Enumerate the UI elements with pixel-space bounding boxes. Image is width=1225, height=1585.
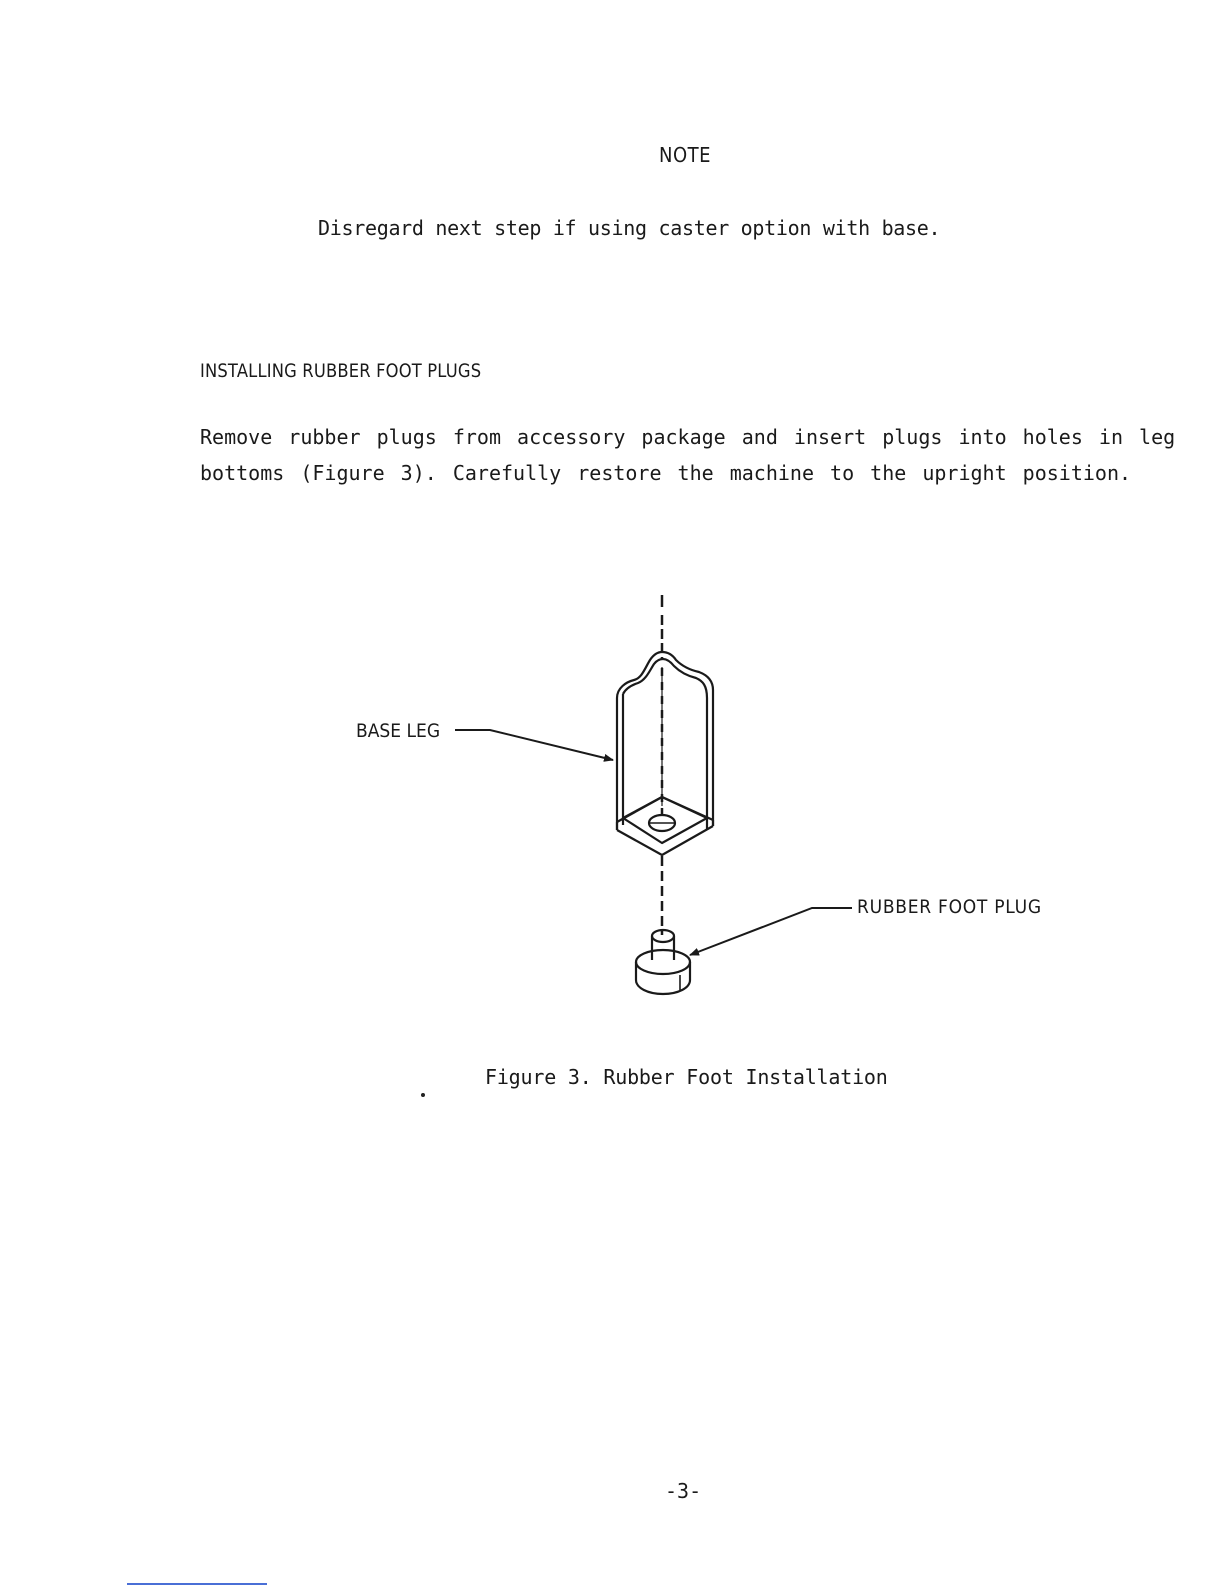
rubber-foot-plug-drawing — [636, 930, 690, 994]
stray-dot — [421, 1093, 425, 1097]
section-heading: INSTALLING RUBBER FOOT PLUGS — [200, 360, 482, 382]
base-leg-leader — [455, 730, 613, 760]
base-leg-label: BASE LEG — [356, 720, 441, 742]
base-leg-drawing — [617, 652, 713, 855]
note-heading: NOTE — [659, 143, 711, 167]
figure-caption: Figure 3. Rubber Foot Installation — [485, 1065, 888, 1089]
paragraph-line: Remove rubber plugs from accessory package and insert plugs into holes in leg — [200, 425, 1176, 449]
page-number: -3- — [665, 1479, 702, 1503]
rubber-foot-plug-leader — [690, 908, 852, 955]
note-text: Disregard next step if using caster option with base. — [318, 216, 941, 240]
paragraph-line: bottoms (Figure 3). Carefully restore the machine to the upright position. — [200, 461, 1132, 485]
rubber-foot-plug-label: RUBBER FOOT PLUG — [857, 896, 1042, 918]
